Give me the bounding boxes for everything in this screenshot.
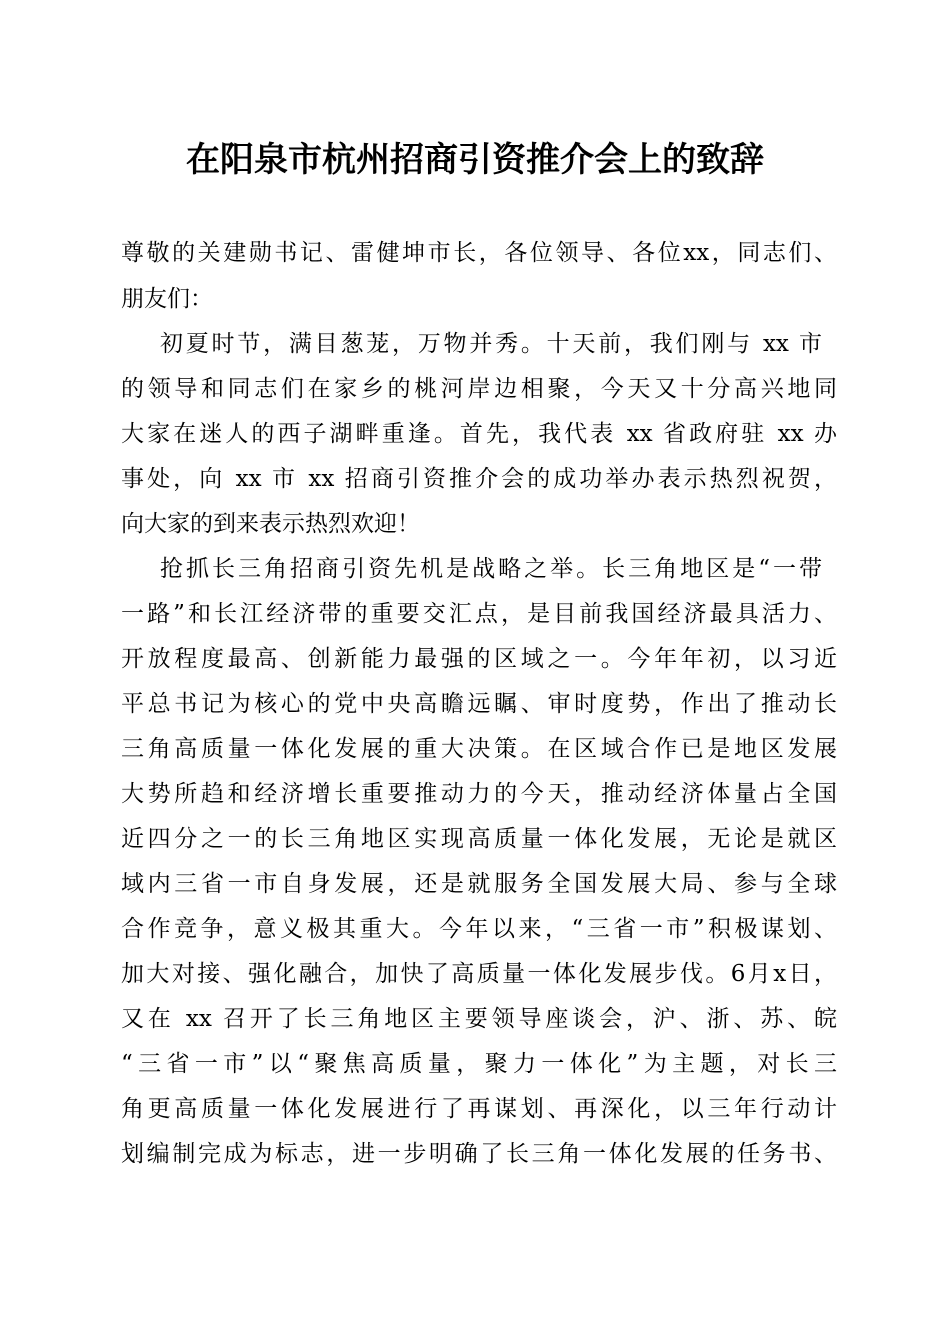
salutation-line: 尊敬的关建勋书记、雷健坤市长，各位领导、各位xx，同志们、 [121, 240, 837, 266]
paragraph-line: 大势所趋和经济增长重要推动力的今天，推动经济体量占全国 [121, 781, 837, 807]
paragraph-line: 抢抓长三角招商引资先机是战略之举。长三角地区是“一带 [160, 556, 822, 582]
paragraph-line: 近四分之一的长三角地区实现高质量一体化发展，无论是就区 [121, 826, 837, 852]
paragraph-line: 开放程度最高、创新能力最强的区域之一。今年年初，以习近 [121, 646, 837, 672]
paragraph-line: 大家在迷人的西子湖畔重逢。首先，我代表 xx 省政府驻 xx 办 [121, 421, 837, 447]
paragraph-line: 三角高质量一体化发展的重大决策。在区域合作已是地区发展 [121, 736, 837, 762]
paragraph-line: “三省一市”以“聚焦高质量，聚力一体化”为主题，对长三 [121, 1051, 837, 1077]
paragraph-line: 事处，向 xx 市 xx 招商引资推介会的成功举办表示热烈祝贺， [121, 466, 837, 492]
paragraph-line: 加大对接、强化融合，加快了高质量一体化发展步伐。6月x日， [121, 961, 837, 987]
paragraph-line: 划编制完成为标志，进一步明确了长三角一体化发展的任务书、 [121, 1141, 837, 1167]
document-title: 在阳泉市杭州招商引资推介会上的致辞 [186, 140, 764, 180]
paragraph-line: 向大家的到来表示热烈欢迎！ [121, 511, 420, 537]
paragraph-line: 平总书记为核心的党中央高瞻远瞩、审时度势，作出了推动长 [121, 691, 837, 717]
paragraph-line: 角更高质量一体化发展进行了再谋划、再深化，以三年行动计 [121, 1096, 837, 1122]
paragraph-line: 一路”和长江经济带的重要交汇点，是目前我国经济最具活力、 [121, 601, 837, 627]
paragraph-line: 的领导和同志们在家乡的桃河岸边相聚，今天又十分高兴地同 [121, 376, 837, 402]
paragraph-line: 合作竞争，意义极其重大。今年以来，“三省一市”积极谋划、 [121, 916, 837, 942]
paragraph-line: 域内三省一市自身发展，还是就服务全国发展大局、参与全球 [121, 871, 837, 897]
paragraph-line: 初夏时节，满目葱茏，万物并秀。十天前，我们刚与 xx 市 [160, 331, 822, 357]
salutation-line: 朋友们： [121, 286, 213, 312]
paragraph-line: 又在 xx 召开了长三角地区主要领导座谈会，沪、浙、苏、皖 [121, 1006, 837, 1032]
